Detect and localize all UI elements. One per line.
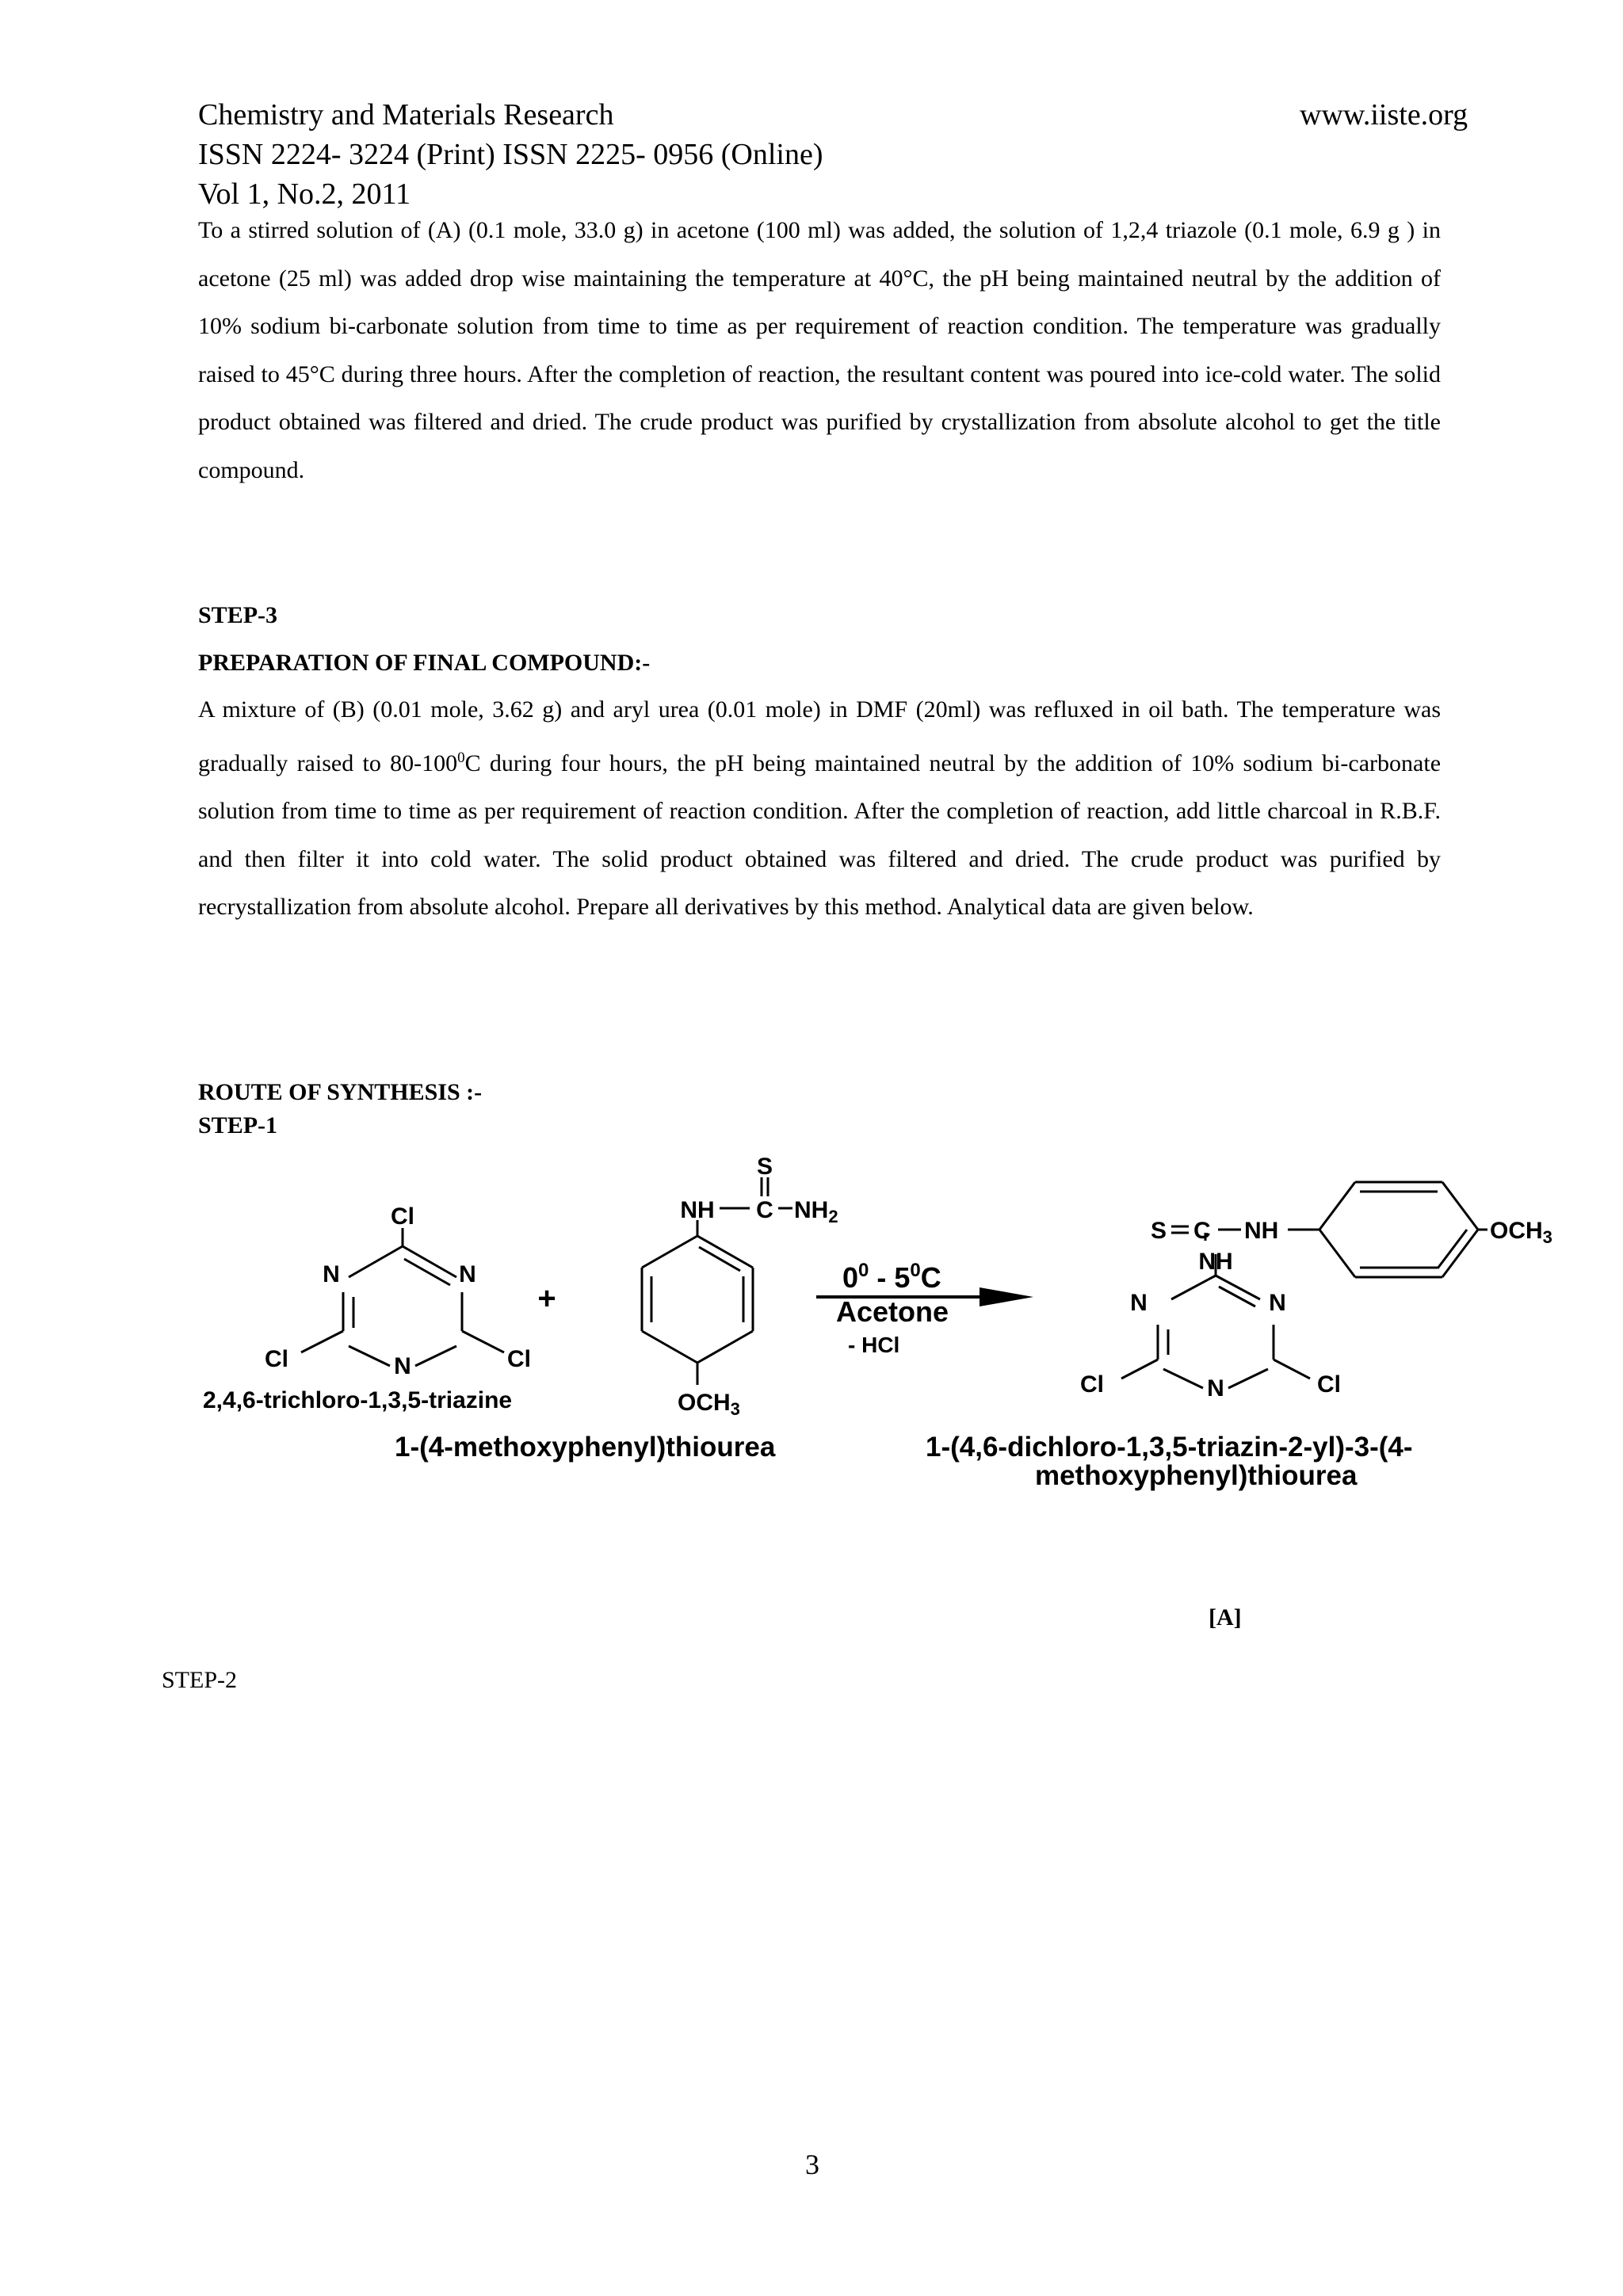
journal-issn: ISSN 2224- 3224 (Print) ISSN 2225- 0956 (Online) [198, 138, 823, 171]
atom-nh-thiourea: NH [680, 1197, 715, 1223]
reactant2-name: 1-(4-methoxyphenyl)thiourea [395, 1432, 776, 1463]
temp-unit: C [920, 1261, 941, 1294]
step3-text-part1: A mixture of (B) (0.01 mole, 3.62 g) and aryl urea (0.01 mole) in DMF (20ml) was refluxed in oil bath. The temperature was gradually raised to 80-100 [198, 696, 1441, 776]
condition-byproduct: - HCl [848, 1333, 900, 1357]
och3-base: OCH [678, 1390, 731, 1416]
reaction-arrow-head [980, 1287, 1033, 1306]
journal-volume: Vol 1, No.2, 2011 [198, 177, 411, 211]
atom-n-left: N [323, 1261, 340, 1287]
atom-cl-product-right: Cl [1317, 1371, 1341, 1398]
temp-low-degree: 0 [858, 1260, 869, 1281]
product-name-line2: methoxyphenyl)thiourea [1035, 1460, 1358, 1491]
compound-label: [A] [1209, 1604, 1242, 1630]
temp-high-degree: 0 [910, 1260, 921, 1281]
plus-sign: + [537, 1281, 556, 1316]
step3-subheading: PREPARATION OF FINAL COMPOUND:- [198, 650, 651, 676]
atom-s-thiourea: S [756, 1154, 773, 1180]
nh2-subscript: 2 [828, 1207, 838, 1226]
nh2-base: NH [794, 1197, 829, 1223]
atom-c-product: C [1193, 1218, 1211, 1244]
journal-website: www.iiste.org [1300, 98, 1468, 132]
atom-cl-right: Cl [507, 1346, 531, 1372]
atom-cl-top: Cl [391, 1203, 414, 1230]
atom-n-product-left: N [1130, 1290, 1148, 1316]
page-number: 3 [805, 2149, 819, 2180]
och3-base: OCH [1490, 1218, 1543, 1244]
journal-title: Chemistry and Materials Research [198, 98, 614, 132]
atom-n-bottom: N [394, 1353, 411, 1379]
atom-nh-product-1: NH [1244, 1218, 1279, 1244]
atom-nh-product-2: NH [1198, 1249, 1233, 1275]
condition-solvent: Acetone [836, 1295, 949, 1328]
degree-superscript: 0 [457, 749, 465, 766]
condition-temperature [842, 1260, 941, 1294]
atom-och3-product [1490, 1218, 1552, 1247]
step2-heading: STEP-2 [162, 1667, 238, 1693]
atom-n-product-bottom: N [1207, 1375, 1224, 1402]
step3-text-part2: C during four hours, the pH being maintained neutral by the addition of 10% sodium bi-carbonate solution from time to time as per requirement of reaction condition. After the completion of reaction, add little charcoal in R.B.F. and then filter it into cold water. The solid product obtained was filtered and dried. The crude product was purified by recrystallization from absolute alcohol. Prepare all derivatives by this method. Analytical data are given below. [198, 749, 1442, 920]
step3-heading: STEP-3 [198, 602, 278, 628]
temp-low: 0 [842, 1261, 859, 1294]
step1-heading: STEP-1 [198, 1112, 278, 1138]
atom-n-product-right: N [1269, 1290, 1286, 1316]
atom-s-product: S [1151, 1218, 1167, 1244]
och3-subscript: 3 [730, 1399, 740, 1419]
reactant1-name: 2,4,6-trichloro-1,3,5-triazine [203, 1387, 513, 1413]
product-name-line1: 1-(4,6-dichloro-1,3,5-triazin-2-yl)-3-(4- [926, 1432, 1413, 1463]
atom-cl-product-left: Cl [1080, 1371, 1104, 1398]
och3-subscript: 3 [1542, 1227, 1552, 1247]
atom-cl-left: Cl [265, 1346, 288, 1372]
intro-paragraph: To a stirred solution of (A) (0.1 mole, 33.0 g) in acetone (100 ml) was added, the solution of 1,2,4 triazole (0.1 mole, 6.9 g ) in acetone (25 ml) was added drop wise maintaining the temperature at 40°C, the pH being maintained neutral by the addition of 10% sodium bi-carbonate solution from time to time as per requirement of reaction condition. The temperature was gradually raised to 45°C during three hours. After the completion of reaction, the resultant content was poured into ice-cold water. The solid product obtained was filtered and dried. The crude product was purified by crystallization from absolute alcohol to get the title compound. [198, 217, 1441, 483]
route-heading: ROUTE OF SYNTHESIS :- [198, 1079, 483, 1105]
atom-och3-reactant [678, 1390, 740, 1419]
atom-c-thiourea: C [756, 1197, 773, 1223]
atom-n-right: N [459, 1261, 476, 1287]
temp-high: - 5 [869, 1261, 911, 1294]
atom-nh2 [794, 1197, 838, 1226]
